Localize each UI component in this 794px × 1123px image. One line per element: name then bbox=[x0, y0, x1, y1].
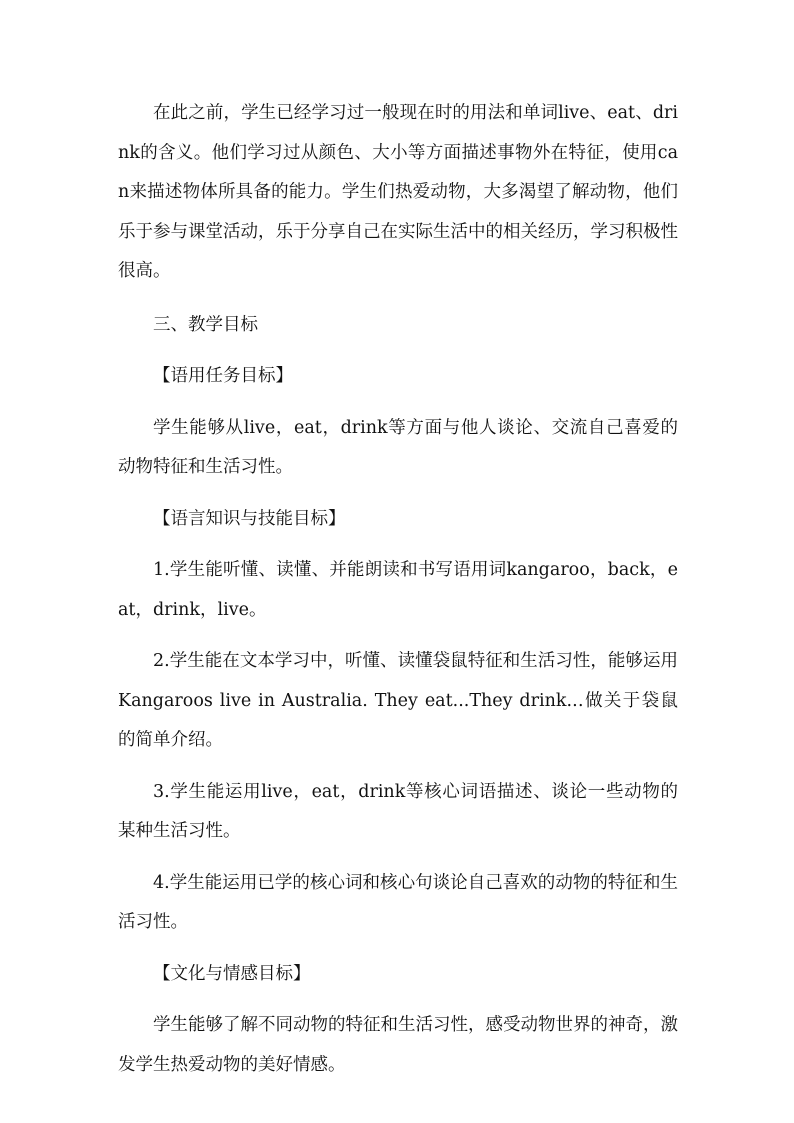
language-goal-heading: 【语言知识与技能目标】 bbox=[153, 508, 346, 529]
section-heading-teaching-goals: 三、教学目标 bbox=[153, 314, 258, 335]
language-goal-item-3: 3.学生能运用live，eat，drink等核心词语描述、谈论一些动物的某种生活习性。 bbox=[118, 781, 678, 841]
task-goal-paragraph: 学生能够从live，eat，drink等方面与他人谈论、交流自己喜爱的动物特征和生活习性。 bbox=[118, 417, 678, 477]
language-goal-item-1: 1.学生能听懂、读懂、并能朗读和书写语用词kangaroo，back，eat，drink，live。 bbox=[118, 560, 678, 620]
culture-goal-heading: 【文化与情感目标】 bbox=[153, 963, 311, 984]
language-goal-item-4: 4.学生能运用已学的核心词和核心句谈论自己喜欢的动物的特征和生活习性。 bbox=[118, 872, 678, 932]
intro-paragraph: 在此之前，学生已经学习过一般现在时的用法和单词live、eat、drink的含义。他们学习过从颜色、大小等方面描述事物外在特征，使用can来描述物体所具备的能力。学生们热爱动物，大多渴望了解动物，他们乐于参与课堂活动，乐于分享自己在实际生活中的相关经历，学习积极性很高。 bbox=[118, 103, 678, 281]
culture-goal-paragraph: 学生能够了解不同动物的特征和生活习性，感受动物世界的神奇，激发学生热爱动物的美好情感。 bbox=[118, 1015, 678, 1075]
language-goal-item-2: 2.学生能在文本学习中，听懂、读懂袋鼠特征和生活习性，能够运用Kangaroos live in Australia. They eat...They drink.‥做关于袋鼠的简单介绍。 bbox=[118, 651, 678, 750]
task-goal-heading: 【语用任务目标】 bbox=[153, 366, 293, 386]
